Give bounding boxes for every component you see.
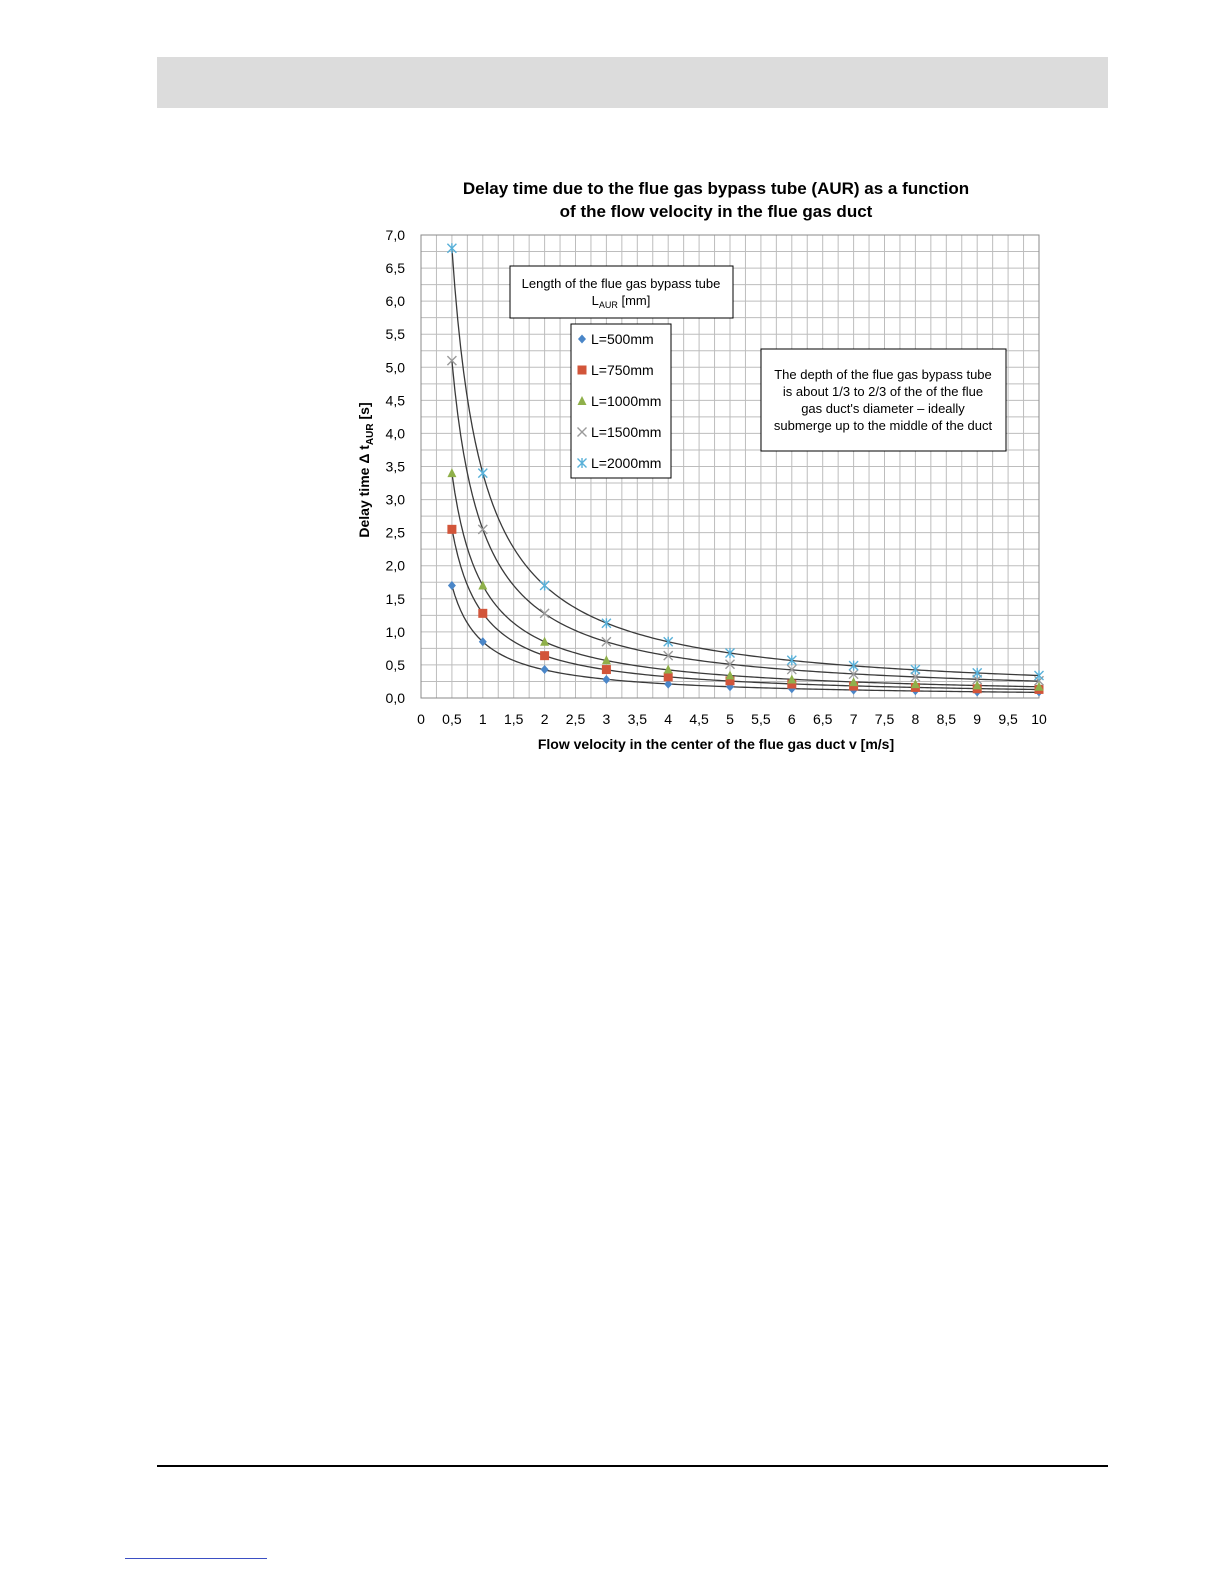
x-tick-label: 8: [911, 711, 920, 727]
legend-label-4: L=1500mm: [591, 424, 662, 440]
note-line-2: is about 1/3 to 2/3 of the of the flue: [782, 384, 984, 399]
x-tick-label: 2: [540, 711, 549, 727]
y-tick-label: 3,0: [385, 491, 405, 508]
x-tick-label: 6: [787, 711, 796, 727]
data-point-series-2: [447, 525, 456, 534]
x-tick-label: 3,5: [627, 711, 648, 727]
x-tick-label: 10: [1031, 711, 1047, 727]
x-tick-label: 5,5: [751, 711, 771, 727]
y-tick-label: 5,0: [385, 359, 405, 376]
data-point-series-3: [447, 468, 456, 477]
legend-title-box: [510, 266, 733, 318]
legend-label-1: L=500mm: [591, 331, 654, 347]
legend-label-3: L=1000mm: [591, 393, 662, 409]
y-tick-label: 2,5: [385, 524, 405, 541]
data-point-series-1: [602, 675, 610, 684]
data-point-series-2: [664, 672, 673, 681]
data-point-series-3: [540, 637, 549, 646]
data-point-series-2: [602, 665, 611, 674]
data-point-series-2: [478, 609, 487, 618]
footer-link-underline: [125, 1558, 267, 1559]
x-tick-label: 5: [726, 711, 734, 727]
y-tick-label: 2,0: [385, 557, 405, 574]
x-tick-label: 9,5: [998, 711, 1018, 727]
y-tick-label: 4,0: [385, 425, 405, 442]
x-axis-title: Flow velocity in the center of the flue gas duct v [m/s]: [537, 736, 895, 752]
footer-rule: [157, 1465, 1108, 1467]
x-tick-label: 8,5: [936, 711, 957, 727]
y-tick-label: 4,5: [385, 392, 405, 409]
x-tick-label: 4: [664, 711, 673, 727]
x-axis-ticks: [417, 711, 1047, 727]
x-tick-label: 6,5: [812, 711, 833, 727]
data-point-series-5: [540, 581, 549, 591]
data-point-series-5: [602, 618, 611, 628]
legend-label-2: L=750mm: [591, 362, 654, 378]
data-point-series-5: [447, 243, 456, 253]
note-line-4: submerge up to the middle of the duct: [773, 418, 993, 433]
y-tick-label: 1,0: [385, 623, 405, 640]
x-tick-label: 0,5: [442, 711, 462, 727]
y-axis-ticks: [386, 227, 406, 706]
data-point-series-5: [478, 468, 487, 478]
legend-marker-2: [578, 366, 587, 375]
x-tick-label: 7,5: [874, 711, 895, 727]
chart-title-line2: of the flow velocity in the flue gas duct: [559, 202, 873, 221]
note-box: [761, 349, 1006, 451]
data-point-series-2: [540, 651, 549, 660]
note-line-3: gas duct's diameter – ideally: [801, 401, 965, 416]
y-tick-label: 7,0: [385, 227, 405, 243]
chart-title-line1: Delay time due to the flue gas bypass tube (AUR) as a function: [462, 179, 970, 198]
x-tick-label: 4,5: [689, 711, 709, 727]
data-point-series-5: [664, 637, 673, 647]
x-tick-label: 9: [973, 711, 982, 727]
legend-label-5: L=2000mm: [591, 455, 662, 471]
y-tick-label: 0,0: [385, 690, 405, 706]
data-point-series-1: [541, 665, 549, 674]
y-tick-label: 3,5: [385, 458, 405, 475]
y-axis-title: Delay time Δ $t_{AUR}$ [s]: [356, 402, 376, 538]
x-tick-label: 3: [602, 711, 611, 727]
y-tick-label: 0,5: [385, 656, 405, 673]
y-tick-label: 6,0: [385, 293, 405, 310]
x-tick-label: 2,5: [565, 711, 586, 727]
x-tick-label: 1,5: [503, 711, 524, 727]
x-tick-label: 0: [417, 711, 425, 727]
legend-title-line2: $L_{AUR}$ [mm]: [591, 293, 651, 310]
legend-title-line1: Length of the flue gas bypass tube: [521, 276, 721, 291]
x-tick-label: 7: [849, 711, 858, 727]
y-tick-label: 6,5: [385, 260, 405, 277]
y-tick-label: 5,5: [385, 326, 405, 343]
x-tick-label: 1: [478, 711, 487, 727]
y-tick-label: 1,5: [385, 590, 405, 607]
note-line-1: The depth of the flue gas bypass tube: [774, 367, 992, 382]
